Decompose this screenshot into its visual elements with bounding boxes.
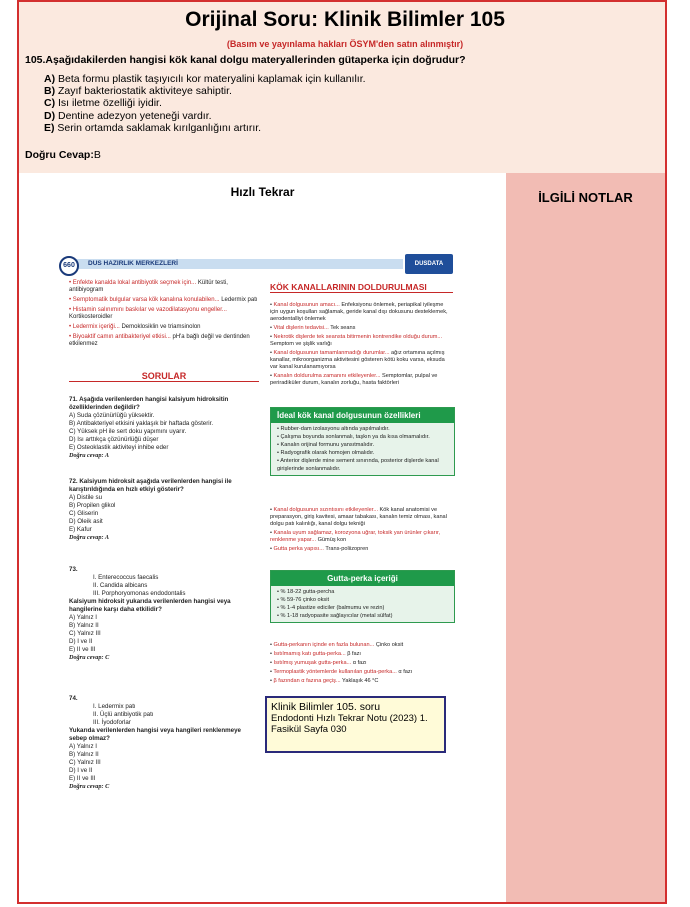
list-item: • Semptomatik bulgular varsa kök kanalına konulabilen... Ledermix patı: [69, 297, 258, 303]
list-item: • Histamin salınımını baskılar ve vazodilatasyonu engeller... Kortikosteroidler: [69, 307, 227, 320]
questions-heading: SORULAR: [69, 371, 259, 382]
page-header-bar: DUS HAZIRLIK MERKEZLERİ: [73, 259, 403, 269]
notes-panel: [506, 173, 665, 902]
left-column-bullets: [69, 280, 259, 351]
copyright-note: (Basım ve yayınlama hakları ÖSYM'den satın alınmıştır): [226, 39, 464, 49]
source-reference: Endodonti Hızlı Tekrar Notu (2023) 1. Fasikül Sayfa 030: [271, 713, 428, 735]
right-bullets-1: [270, 302, 453, 389]
root-canal-heading: KÖK KANALLARININ DOLDURULMASI: [270, 282, 453, 293]
page-title: Orijinal Soru: Klinik Bilimler 105: [185, 8, 505, 31]
list-item: • Vital dişlerin tedavisi... Tek seans: [270, 325, 356, 331]
option-c: C) Isı iletme özelliği iyidir.: [44, 97, 162, 110]
list-item: • Biyoaktif camın antibakteriyel etkisi... pH'a bağlı değil ve dentinden etkilenmez: [69, 334, 250, 347]
option-e: E) Serin ortamda saklamak kırılganlığını artırır.: [44, 121, 262, 134]
list-item: • Kanalın doldurulma zamanını etkileyenler... Semptomlar, pulpal ve periradiküler durum, kanalın zorluğu, hasta faktörleri: [270, 373, 438, 386]
page-number: 660: [59, 256, 79, 276]
list-item: • Kanal dolgusunun tamamlanmadığı durumlar... ağız ortamına açılmış kanallar, mikroorganizma aktivitesini gösteren kötü koku varsa, eksuda var kanal kurulanamıyorsa: [270, 350, 445, 370]
list-item: • Kanala uyum sağlamaz, korozyona uğrar, toksik yan ürünler çıkarır, renklenme yapar... Gümüş kon: [270, 530, 441, 543]
options-list: [44, 73, 366, 134]
question-71: 71. Aşağıda verilenlerden hangisi kalsiyum hidroksitin özelliklerinden değildir? A) Suda çözünürlüğü yüksektir. B) Antibakteriyel etkisini yaklaşık bir haftada gösterir. C) Yüksek pH ile sert doku yapımını uyarır. D) Isı arttıkça çözünürlüğü düşer E) Osteoklastik aktiviteyi inhibe eder Doğru cevap: A: [69, 396, 229, 459]
list-item: • Isıtılmış yumuşak gutta-perka... α fazı: [270, 660, 367, 666]
question-73: 73. I. Enterecoccus faecalis II. Candida albicans III. Porphoryomonas endodontalis Kalsiyum hidroksit yukarıda verilenlerden hangisi veya hangilerine karşı daha etkilidir? A) Yalnız I B) Yalnız II C) Yalnız III D) I ve II E) II ve III Doğru cevap: C: [69, 566, 231, 661]
question-74: 74. I. Ledermix patı II. Üçlü antibiyotik patı III. İyodoforlar Yukarıda verilenlerden hangisi veya hangileri renklenmeye sebep olmaz? A) Yalnız I B) Yalnız II C) Yalnız III D) I ve II E) II ve III Doğru cevap: C: [69, 695, 241, 790]
list-item: • Termoplastik yöntemlerde kullanılan gutta-perka... α fazı: [270, 669, 413, 675]
list-item: • Kanal dolgusunun sızıntısını etkileyenler... Kök kanal anatomisi ve preparasyon, giriş kavitesi, amaar tabakası, kanalın temiz olması, kanal dolgu patı kalınlığı, kanal dolgu tekniği: [270, 507, 447, 527]
option-a: A) Beta formu plastik taşıyıcılı kor materyalini kaplamak için kullanılır.: [44, 73, 366, 85]
option-b: B) Zayıf bakteriostatik aktiviteye sahiptir.: [44, 85, 232, 98]
question-72: 72. Kalsiyum hidroksit aşağıda verilenlerden hangisi ile karıştırıldığında en hızlı etkiyi gösterir? A) Distile su B) Propilen glikol C) Gliserin D) Oleik asit E) Kafur Doğru cevap: A: [69, 478, 232, 541]
correct-answer: Doğru Cevap:B: [25, 149, 101, 161]
list-item: • Gutta perka yapısı... Trans-poliizopren: [270, 546, 369, 552]
right-bullets-3: [270, 642, 453, 687]
quick-review-title: Hızlı Tekrar: [230, 185, 295, 199]
publisher-logo: DUSDATA: [405, 254, 453, 274]
list-item: • Kanal dolgusunun amacı... Enfeksiyonu önlemek, periapikal iyileşme için uygun koşulları sağlamak, geride kanal dışı dokusunu desteklemek, aerodentalliyi önlemek: [270, 302, 448, 322]
option-d: D) Dentine adezyon yeteneği vardır.: [44, 109, 212, 122]
source-note-box: [265, 696, 446, 753]
source-question: Klinik Bilimler 105. soru: [271, 701, 381, 713]
list-item: • Enfekte kanalda lokal antibiyotik seçmek için... Kültür testi, antibiyogram: [69, 280, 228, 293]
list-item: • Gutta-perkanın içinde en fazla bulunan... Çinko oksit: [270, 642, 404, 648]
list-item: • β fazından α fazına geçiş... Yaklaşık 46 °C: [270, 678, 379, 684]
list-item: • Ledermix içeriği... Demoklosiklin ve triamsinolon: [69, 324, 201, 330]
right-bullets-2: [270, 507, 453, 555]
ideal-filling-box: İdeal kök kanal dolgusunun özellikleri • Rubber-dam izolasyonu altında yapılmalıdır. • Çalışma boyunda sonlanmalı, taşkın ya da kısa olmamalıdır. • Kanalın orijinal formunu yansıtmalıdır. • Radyografik olarak homojen olmalıdır. • Anterior dişlerde mine sement sınırında, posterior dişlerde kanal girişlerinde sonlanmalıdır.: [270, 407, 455, 476]
list-item: • Nekrotik dişlerde tek seansta bitirmenin kontrendike olduğu durum... Semptom ve şişlik varlığı: [270, 334, 443, 347]
question-text: 105.Aşağıdakilerden hangisi kök kanal dolgu materyallerinden gütaperka için doğrudur?: [25, 54, 466, 66]
list-item: • Isıtılmamış katı gutta-perka... β fazı: [270, 651, 361, 657]
notes-title: İLGİLİ NOTLAR: [538, 190, 633, 205]
gutta-percha-box: Gutta-perka içeriği • % 18-22 gutta-percha • % 59-76 çinko oksit • % 1-4 plastize ediciler (balmumu ve rezin) • % 1-18 radyopasite sağlayıcılar (metal sülfat): [270, 570, 455, 623]
